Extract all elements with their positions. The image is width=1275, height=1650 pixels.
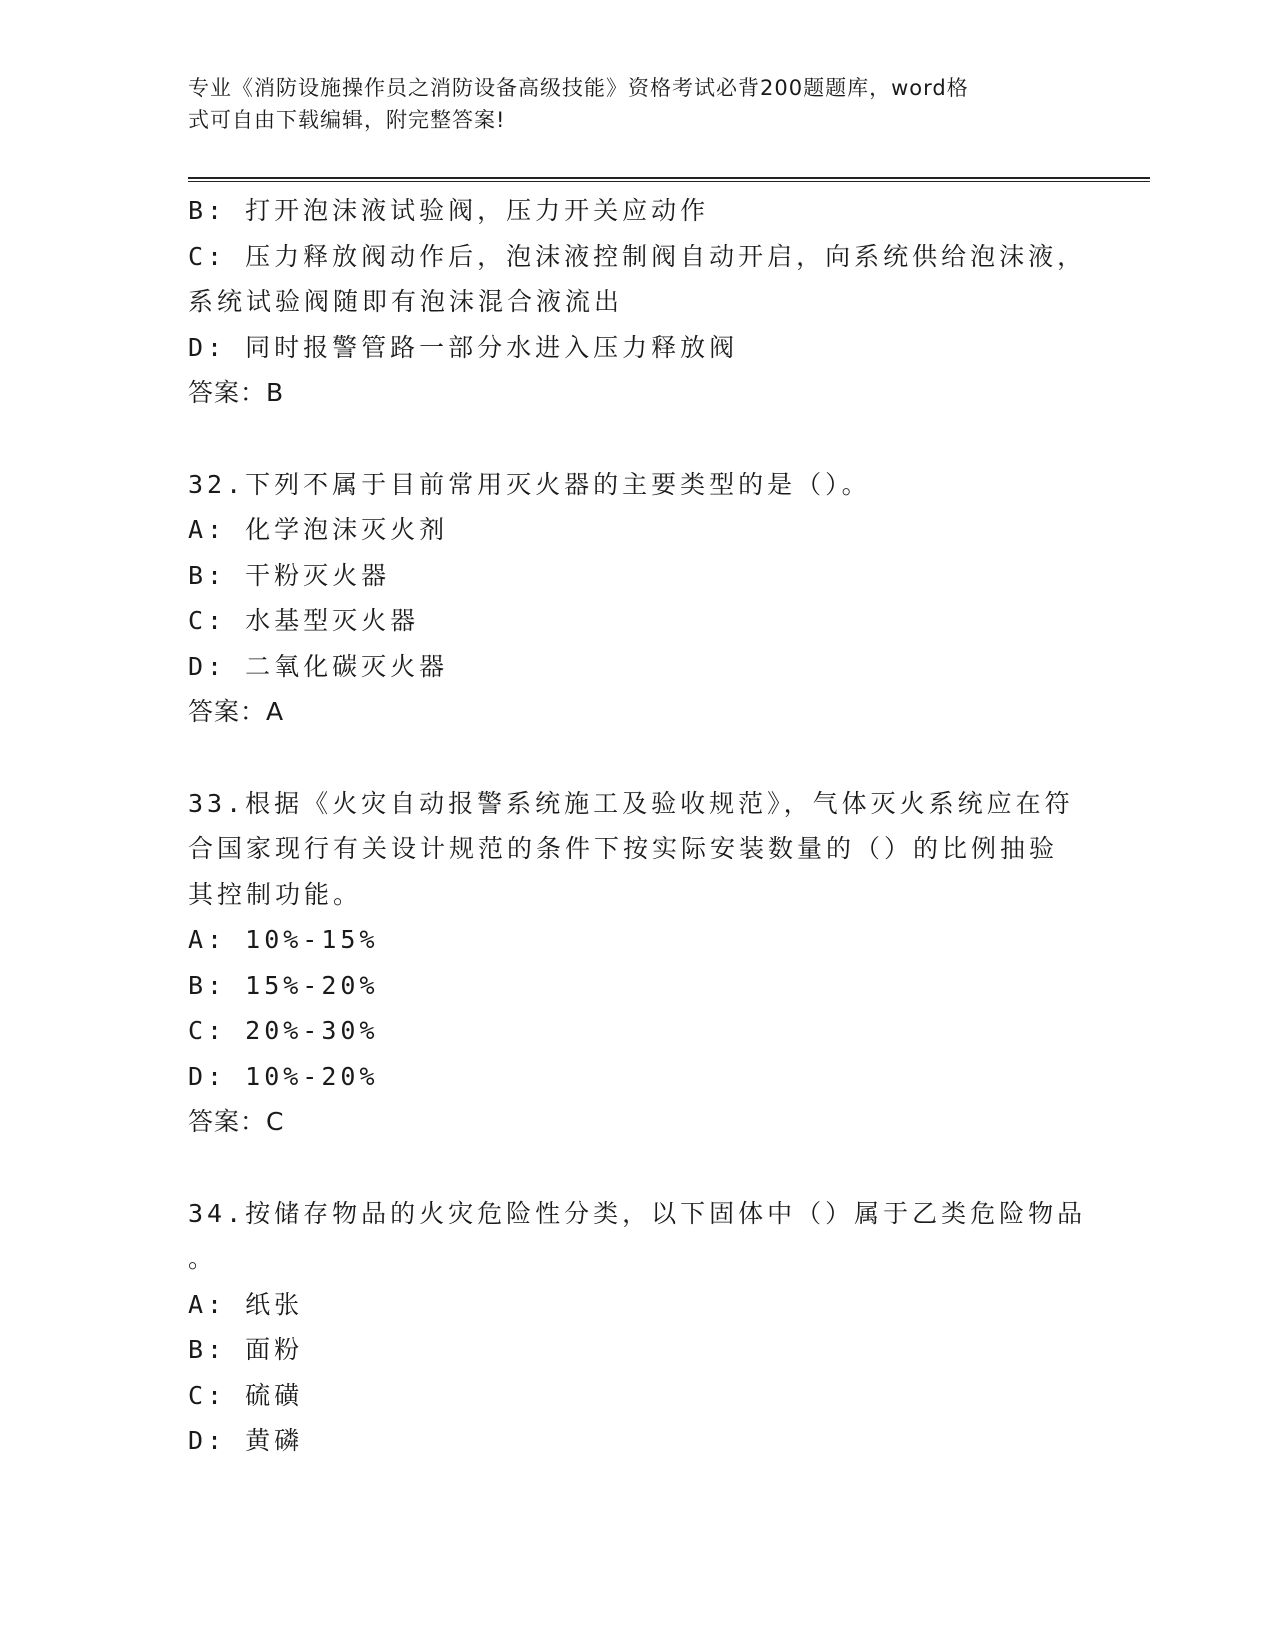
header-line-2: 式可自由下载编辑，附完整答案!	[188, 108, 506, 132]
option-line: D: 二氧化碳灭火器	[188, 651, 449, 681]
option-line: C: 硫磺	[188, 1380, 304, 1410]
option-line: A: 10%-15%	[188, 925, 379, 954]
question-text: 。	[188, 1244, 218, 1273]
question-text: 合国家现行有关设计规范的条件下按实际安装数量的（）的比例抽验	[188, 834, 1059, 863]
option-line: D: 10%-20%	[188, 1061, 379, 1091]
question-text: 33.根据《火灾自动报警系统施工及验收规范》，气体灭火系统应在符	[188, 788, 1074, 818]
option-line: D: 黄磷	[188, 1426, 304, 1455]
option-line: B: 15%-20%	[188, 970, 379, 1000]
option-line: B: 干粉灭火器	[188, 560, 391, 590]
option-line: C: 压力释放阀动作后，泡沫液控制阀自动开启，向系统供给泡沫液，	[188, 241, 1087, 271]
spacer	[188, 1145, 1088, 1191]
question-text: 34.按储存物品的火灾危险性分类，以下固体中（）属于乙类危险物品	[188, 1198, 1087, 1228]
option-line: B: 打开泡沫液试验阀，压力开关应动作	[188, 196, 710, 225]
spacer	[188, 416, 1088, 462]
option-line: C: 水基型灭火器	[188, 606, 420, 635]
document-body	[188, 188, 1088, 1464]
header-line-1: 专业《消防设施操作员之消防设备高级技能》资格考试必背200题题库，word格	[188, 76, 969, 100]
answer-line: 答案：C	[188, 1107, 285, 1136]
option-line: A: 化学泡沫灭火剂	[188, 515, 449, 544]
document-header	[188, 72, 1068, 136]
option-line: A: 纸张	[188, 1289, 304, 1319]
option-line: C: 20%-30%	[188, 1016, 379, 1045]
prev-question	[188, 188, 1088, 416]
question-34	[188, 1191, 1088, 1464]
option-line: 系统试验阀随即有泡沫混合液流出	[188, 287, 624, 316]
header-rule-thin	[188, 181, 1150, 182]
question-text: 32.下列不属于目前常用灭火器的主要类型的是（）。	[188, 469, 871, 499]
answer-line: 答案：B	[188, 378, 285, 407]
option-line: D: 同时报警管路一部分水进入压力释放阀	[188, 332, 739, 362]
option-line: B: 面粉	[188, 1335, 304, 1364]
spacer	[188, 735, 1088, 781]
answer-line: 答案：A	[188, 697, 285, 726]
question-33	[188, 781, 1088, 1145]
header-rule-thick	[188, 177, 1150, 179]
question-32	[188, 462, 1088, 735]
question-text: 其控制功能。	[188, 879, 363, 909]
